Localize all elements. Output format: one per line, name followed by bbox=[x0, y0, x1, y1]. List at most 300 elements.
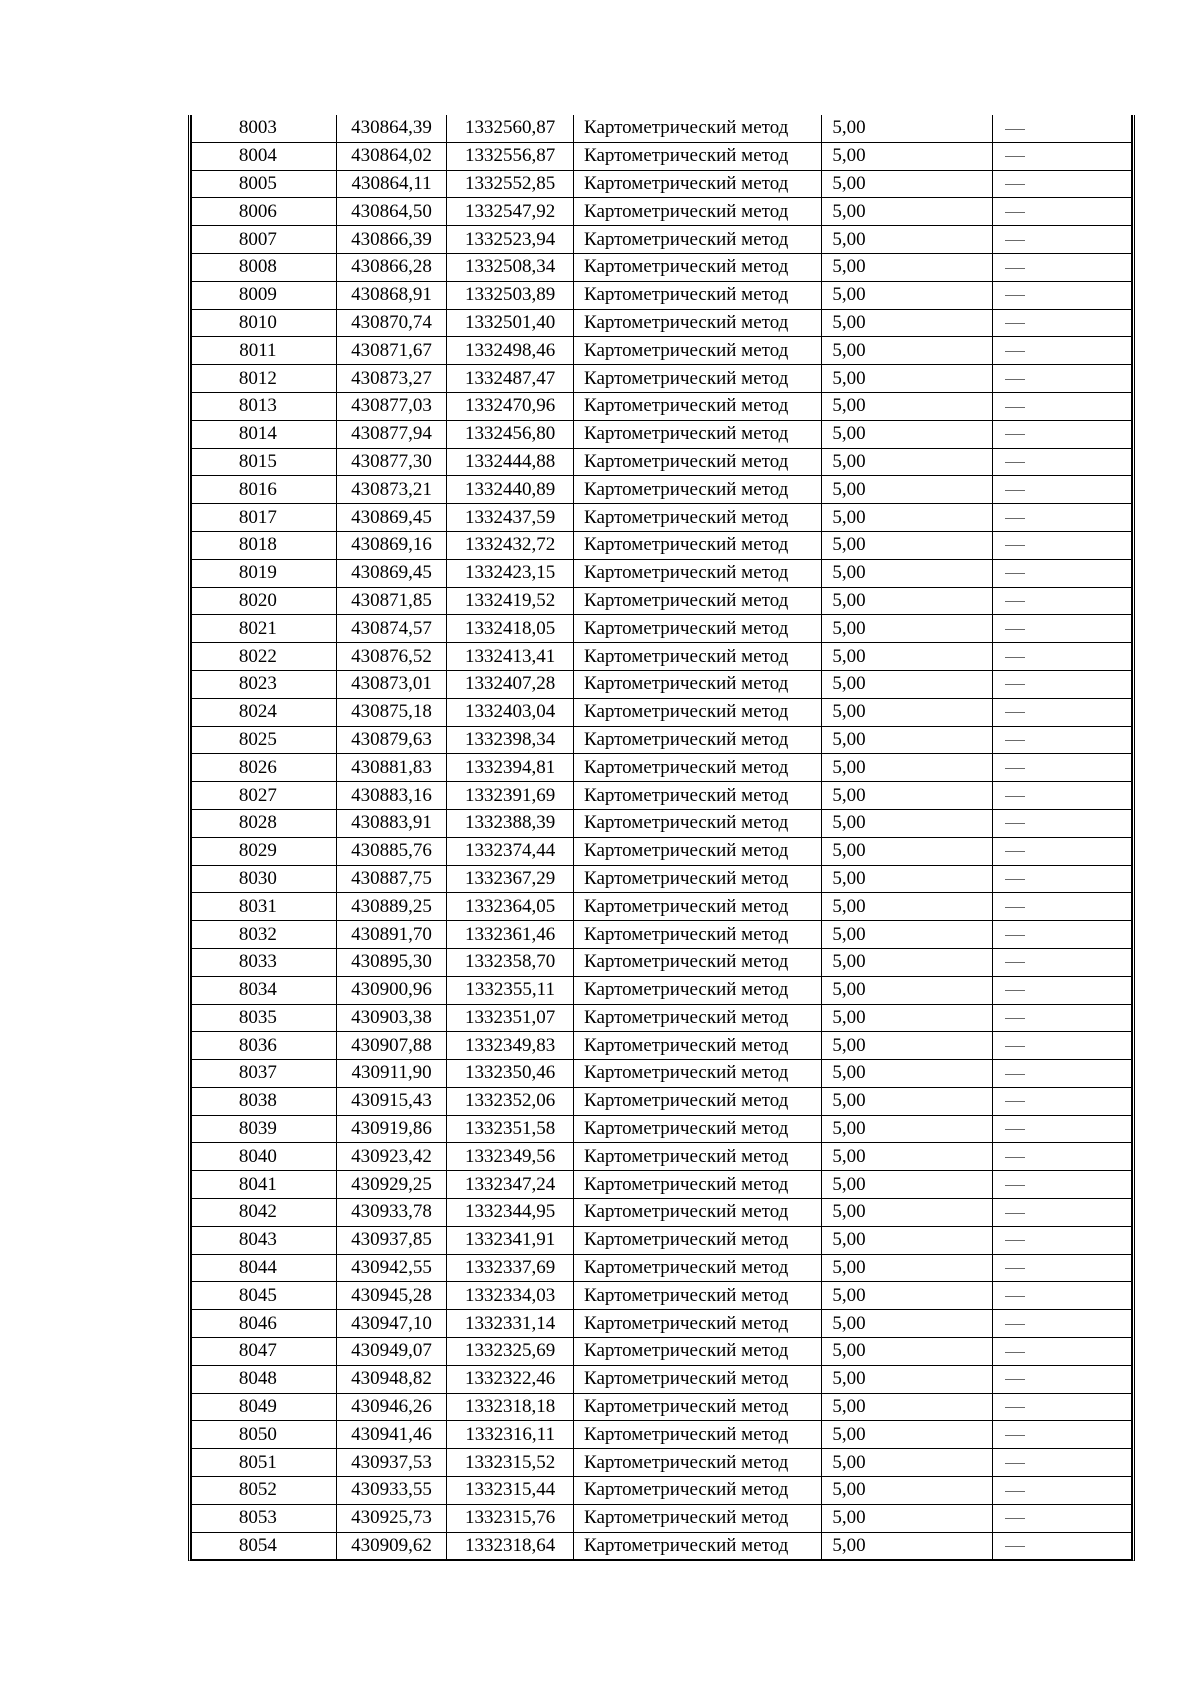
table-row bbox=[192, 392, 1132, 420]
description-cell bbox=[993, 643, 1132, 671]
method-cell: Картометрический метод bbox=[574, 559, 822, 587]
table-row bbox=[192, 170, 1132, 198]
x-coordinate-cell: 430864,02 bbox=[336, 142, 447, 170]
table-row bbox=[192, 281, 1132, 309]
table-row bbox=[192, 1477, 1132, 1505]
description-cell bbox=[993, 1087, 1132, 1115]
x-coordinate-cell: 430947,10 bbox=[336, 1310, 447, 1338]
method-cell: Картометрический метод bbox=[574, 420, 822, 448]
table-row bbox=[192, 420, 1132, 448]
point-number-cell: 8046 bbox=[192, 1310, 337, 1338]
table-row bbox=[192, 142, 1132, 170]
method-cell: Картометрический метод bbox=[574, 476, 822, 504]
method-cell: Картометрический метод bbox=[574, 281, 822, 309]
method-cell: Картометрический метод bbox=[574, 615, 822, 643]
description-cell bbox=[993, 865, 1132, 893]
description-cell bbox=[993, 698, 1132, 726]
description-cell bbox=[993, 1421, 1132, 1449]
method-cell: Картометрический метод bbox=[574, 1532, 822, 1560]
point-number-cell: 8004 bbox=[192, 142, 337, 170]
y-coordinate-cell: 1332418,05 bbox=[447, 615, 574, 643]
y-coordinate-cell: 1332487,47 bbox=[447, 365, 574, 393]
point-number-cell: 8039 bbox=[192, 1115, 337, 1143]
accuracy-cell: 5,00 bbox=[822, 1171, 993, 1199]
dash-mark bbox=[1005, 907, 1025, 908]
y-coordinate-cell: 1332547,92 bbox=[447, 198, 574, 226]
table-row bbox=[192, 448, 1132, 476]
description-cell bbox=[993, 198, 1132, 226]
table-row bbox=[192, 1532, 1132, 1560]
method-cell: Картометрический метод bbox=[574, 198, 822, 226]
method-cell: Картометрический метод bbox=[574, 976, 822, 1004]
point-number-cell: 8033 bbox=[192, 948, 337, 976]
accuracy-cell: 5,00 bbox=[822, 782, 993, 810]
dash-mark bbox=[1005, 1379, 1025, 1380]
method-cell: Картометрический метод bbox=[574, 837, 822, 865]
description-cell bbox=[993, 1171, 1132, 1199]
accuracy-cell: 5,00 bbox=[822, 1087, 993, 1115]
x-coordinate-cell: 430877,94 bbox=[336, 420, 447, 448]
point-number-cell: 8011 bbox=[192, 337, 337, 365]
point-number-cell: 8007 bbox=[192, 226, 337, 254]
dash-mark bbox=[1005, 240, 1025, 241]
dash-mark bbox=[1005, 1352, 1025, 1353]
accuracy-cell: 5,00 bbox=[822, 809, 993, 837]
dash-mark bbox=[1005, 851, 1025, 852]
description-cell bbox=[993, 726, 1132, 754]
method-cell: Картометрический метод bbox=[574, 170, 822, 198]
dash-mark bbox=[1005, 518, 1025, 519]
point-number-cell: 8037 bbox=[192, 1060, 337, 1088]
point-number-cell: 8018 bbox=[192, 531, 337, 559]
accuracy-cell: 5,00 bbox=[822, 420, 993, 448]
coordinates-table bbox=[191, 115, 1132, 1560]
y-coordinate-cell: 1332560,87 bbox=[447, 115, 574, 142]
method-cell: Картометрический метод bbox=[574, 1282, 822, 1310]
method-cell: Картометрический метод bbox=[574, 1060, 822, 1088]
table-row bbox=[192, 1199, 1132, 1227]
y-coordinate-cell: 1332423,15 bbox=[447, 559, 574, 587]
point-number-cell: 8049 bbox=[192, 1393, 337, 1421]
point-number-cell: 8017 bbox=[192, 504, 337, 532]
x-coordinate-cell: 430883,16 bbox=[336, 782, 447, 810]
accuracy-cell: 5,00 bbox=[822, 531, 993, 559]
method-cell: Картометрический метод bbox=[574, 226, 822, 254]
y-coordinate-cell: 1332352,06 bbox=[447, 1087, 574, 1115]
table-row bbox=[192, 587, 1132, 615]
y-coordinate-cell: 1332344,95 bbox=[447, 1199, 574, 1227]
x-coordinate-cell: 430875,18 bbox=[336, 698, 447, 726]
x-coordinate-cell: 430870,74 bbox=[336, 309, 447, 337]
table-row bbox=[192, 1060, 1132, 1088]
dash-mark bbox=[1005, 935, 1025, 936]
method-cell: Картометрический метод bbox=[574, 531, 822, 559]
method-cell: Картометрический метод bbox=[574, 1254, 822, 1282]
y-coordinate-cell: 1332432,72 bbox=[447, 531, 574, 559]
accuracy-cell: 5,00 bbox=[822, 1338, 993, 1366]
dash-mark bbox=[1005, 1157, 1025, 1158]
method-cell: Картометрический метод bbox=[574, 253, 822, 281]
x-coordinate-cell: 430929,25 bbox=[336, 1171, 447, 1199]
accuracy-cell: 5,00 bbox=[822, 1477, 993, 1505]
accuracy-cell: 5,00 bbox=[822, 365, 993, 393]
method-cell: Картометрический метод bbox=[574, 948, 822, 976]
table-row bbox=[192, 559, 1132, 587]
method-cell: Картометрический метод bbox=[574, 1365, 822, 1393]
table-row bbox=[192, 1338, 1132, 1366]
description-cell bbox=[993, 921, 1132, 949]
accuracy-cell: 5,00 bbox=[822, 170, 993, 198]
point-number-cell: 8013 bbox=[192, 392, 337, 420]
dash-mark bbox=[1005, 1518, 1025, 1519]
point-number-cell: 8052 bbox=[192, 1477, 337, 1505]
y-coordinate-cell: 1332501,40 bbox=[447, 309, 574, 337]
method-cell: Картометрический метод bbox=[574, 1393, 822, 1421]
method-cell: Картометрический метод bbox=[574, 1338, 822, 1366]
point-number-cell: 8047 bbox=[192, 1338, 337, 1366]
method-cell: Картометрический метод bbox=[574, 1143, 822, 1171]
table-row bbox=[192, 476, 1132, 504]
method-cell: Картометрический метод bbox=[574, 1004, 822, 1032]
x-coordinate-cell: 430889,25 bbox=[336, 893, 447, 921]
point-number-cell: 8027 bbox=[192, 782, 337, 810]
accuracy-cell: 5,00 bbox=[822, 504, 993, 532]
table-row bbox=[192, 309, 1132, 337]
description-cell bbox=[993, 1504, 1132, 1532]
x-coordinate-cell: 430887,75 bbox=[336, 865, 447, 893]
x-coordinate-cell: 430871,85 bbox=[336, 587, 447, 615]
x-coordinate-cell: 430871,67 bbox=[336, 337, 447, 365]
y-coordinate-cell: 1332337,69 bbox=[447, 1254, 574, 1282]
table-row bbox=[192, 698, 1132, 726]
description-cell bbox=[993, 1532, 1132, 1560]
x-coordinate-cell: 430945,28 bbox=[336, 1282, 447, 1310]
dash-mark bbox=[1005, 601, 1025, 602]
accuracy-cell: 5,00 bbox=[822, 615, 993, 643]
accuracy-cell: 5,00 bbox=[822, 1060, 993, 1088]
method-cell: Картометрический метод bbox=[574, 115, 822, 142]
y-coordinate-cell: 1332556,87 bbox=[447, 142, 574, 170]
dash-mark bbox=[1005, 434, 1025, 435]
x-coordinate-cell: 430903,38 bbox=[336, 1004, 447, 1032]
accuracy-cell: 5,00 bbox=[822, 1004, 993, 1032]
point-number-cell: 8005 bbox=[192, 170, 337, 198]
table-row bbox=[192, 921, 1132, 949]
method-cell: Картометрический метод bbox=[574, 1115, 822, 1143]
table-row bbox=[192, 198, 1132, 226]
method-cell: Картометрический метод bbox=[574, 782, 822, 810]
y-coordinate-cell: 1332419,52 bbox=[447, 587, 574, 615]
dash-mark bbox=[1005, 1213, 1025, 1214]
accuracy-cell: 5,00 bbox=[822, 198, 993, 226]
table-row bbox=[192, 1226, 1132, 1254]
point-number-cell: 8038 bbox=[192, 1087, 337, 1115]
method-cell: Картометрический метод bbox=[574, 1477, 822, 1505]
dash-mark bbox=[1005, 379, 1025, 380]
x-coordinate-cell: 430933,78 bbox=[336, 1199, 447, 1227]
point-number-cell: 8034 bbox=[192, 976, 337, 1004]
description-cell bbox=[993, 1449, 1132, 1477]
description-cell bbox=[993, 893, 1132, 921]
accuracy-cell: 5,00 bbox=[822, 1226, 993, 1254]
table-row bbox=[192, 1421, 1132, 1449]
description-cell bbox=[993, 1199, 1132, 1227]
accuracy-cell: 5,00 bbox=[822, 337, 993, 365]
description-cell bbox=[993, 476, 1132, 504]
accuracy-cell: 5,00 bbox=[822, 115, 993, 142]
x-coordinate-cell: 430864,50 bbox=[336, 198, 447, 226]
y-coordinate-cell: 1332322,46 bbox=[447, 1365, 574, 1393]
dash-mark bbox=[1005, 1296, 1025, 1297]
table-row bbox=[192, 643, 1132, 671]
accuracy-cell: 5,00 bbox=[822, 1532, 993, 1560]
description-cell bbox=[993, 1254, 1132, 1282]
description-cell bbox=[993, 1393, 1132, 1421]
dash-mark bbox=[1005, 1185, 1025, 1186]
point-number-cell: 8014 bbox=[192, 420, 337, 448]
x-coordinate-cell: 430883,91 bbox=[336, 809, 447, 837]
method-cell: Картометрический метод bbox=[574, 754, 822, 782]
point-number-cell: 8016 bbox=[192, 476, 337, 504]
accuracy-cell: 5,00 bbox=[822, 921, 993, 949]
table-row bbox=[192, 809, 1132, 837]
dash-mark bbox=[1005, 629, 1025, 630]
x-coordinate-cell: 430891,70 bbox=[336, 921, 447, 949]
point-number-cell: 8012 bbox=[192, 365, 337, 393]
x-coordinate-cell: 430877,30 bbox=[336, 448, 447, 476]
dash-mark bbox=[1005, 1407, 1025, 1408]
x-coordinate-cell: 430869,16 bbox=[336, 531, 447, 559]
method-cell: Картометрический метод bbox=[574, 643, 822, 671]
y-coordinate-cell: 1332456,80 bbox=[447, 420, 574, 448]
dash-mark bbox=[1005, 351, 1025, 352]
y-coordinate-cell: 1332498,46 bbox=[447, 337, 574, 365]
description-cell bbox=[993, 837, 1132, 865]
accuracy-cell: 5,00 bbox=[822, 1254, 993, 1282]
accuracy-cell: 5,00 bbox=[822, 643, 993, 671]
dash-mark bbox=[1005, 1240, 1025, 1241]
y-coordinate-cell: 1332398,34 bbox=[447, 726, 574, 754]
point-number-cell: 8040 bbox=[192, 1143, 337, 1171]
y-coordinate-cell: 1332437,59 bbox=[447, 504, 574, 532]
y-coordinate-cell: 1332361,46 bbox=[447, 921, 574, 949]
table-body bbox=[192, 115, 1132, 1560]
y-coordinate-cell: 1332403,04 bbox=[447, 698, 574, 726]
point-number-cell: 8041 bbox=[192, 1171, 337, 1199]
dash-mark bbox=[1005, 407, 1025, 408]
description-cell bbox=[993, 976, 1132, 1004]
x-coordinate-cell: 430937,85 bbox=[336, 1226, 447, 1254]
dash-mark bbox=[1005, 796, 1025, 797]
y-coordinate-cell: 1332351,07 bbox=[447, 1004, 574, 1032]
point-number-cell: 8054 bbox=[192, 1532, 337, 1560]
accuracy-cell: 5,00 bbox=[822, 1421, 993, 1449]
dash-mark bbox=[1005, 1101, 1025, 1102]
y-coordinate-cell: 1332351,58 bbox=[447, 1115, 574, 1143]
method-cell: Картометрический метод bbox=[574, 1032, 822, 1060]
x-coordinate-cell: 430942,55 bbox=[336, 1254, 447, 1282]
description-cell bbox=[993, 392, 1132, 420]
x-coordinate-cell: 430866,39 bbox=[336, 226, 447, 254]
y-coordinate-cell: 1332367,29 bbox=[447, 865, 574, 893]
y-coordinate-cell: 1332355,11 bbox=[447, 976, 574, 1004]
table-row bbox=[192, 754, 1132, 782]
y-coordinate-cell: 1332349,83 bbox=[447, 1032, 574, 1060]
accuracy-cell: 5,00 bbox=[822, 1449, 993, 1477]
accuracy-cell: 5,00 bbox=[822, 226, 993, 254]
point-number-cell: 8021 bbox=[192, 615, 337, 643]
dash-mark bbox=[1005, 1268, 1025, 1269]
y-coordinate-cell: 1332503,89 bbox=[447, 281, 574, 309]
y-coordinate-cell: 1332315,76 bbox=[447, 1504, 574, 1532]
y-coordinate-cell: 1332394,81 bbox=[447, 754, 574, 782]
point-number-cell: 8006 bbox=[192, 198, 337, 226]
description-cell bbox=[993, 1115, 1132, 1143]
table-row bbox=[192, 1143, 1132, 1171]
y-coordinate-cell: 1332325,69 bbox=[447, 1338, 574, 1366]
dash-mark bbox=[1005, 156, 1025, 157]
x-coordinate-cell: 430869,45 bbox=[336, 504, 447, 532]
x-coordinate-cell: 430879,63 bbox=[336, 726, 447, 754]
method-cell: Картометрический метод bbox=[574, 504, 822, 532]
description-cell bbox=[993, 420, 1132, 448]
x-coordinate-cell: 430876,52 bbox=[336, 643, 447, 671]
point-number-cell: 8044 bbox=[192, 1254, 337, 1282]
description-cell bbox=[993, 281, 1132, 309]
description-cell bbox=[993, 226, 1132, 254]
x-coordinate-cell: 430946,26 bbox=[336, 1393, 447, 1421]
x-coordinate-cell: 430915,43 bbox=[336, 1087, 447, 1115]
x-coordinate-cell: 430895,30 bbox=[336, 948, 447, 976]
x-coordinate-cell: 430864,11 bbox=[336, 170, 447, 198]
table-row bbox=[192, 337, 1132, 365]
table-row bbox=[192, 365, 1132, 393]
description-cell bbox=[993, 142, 1132, 170]
y-coordinate-cell: 1332552,85 bbox=[447, 170, 574, 198]
description-cell bbox=[993, 754, 1132, 782]
accuracy-cell: 5,00 bbox=[822, 1199, 993, 1227]
method-cell: Картометрический метод bbox=[574, 809, 822, 837]
dash-mark bbox=[1005, 768, 1025, 769]
y-coordinate-cell: 1332374,44 bbox=[447, 837, 574, 865]
description-cell bbox=[993, 782, 1132, 810]
description-cell bbox=[993, 1310, 1132, 1338]
point-number-cell: 8042 bbox=[192, 1199, 337, 1227]
table-row bbox=[192, 1254, 1132, 1282]
point-number-cell: 8050 bbox=[192, 1421, 337, 1449]
dash-mark bbox=[1005, 684, 1025, 685]
x-coordinate-cell: 430948,82 bbox=[336, 1365, 447, 1393]
point-number-cell: 8048 bbox=[192, 1365, 337, 1393]
accuracy-cell: 5,00 bbox=[822, 392, 993, 420]
dash-mark bbox=[1005, 962, 1025, 963]
y-coordinate-cell: 1332347,24 bbox=[447, 1171, 574, 1199]
dash-mark bbox=[1005, 1074, 1025, 1075]
point-number-cell: 8028 bbox=[192, 809, 337, 837]
description-cell bbox=[993, 1477, 1132, 1505]
accuracy-cell: 5,00 bbox=[822, 1504, 993, 1532]
x-coordinate-cell: 430873,27 bbox=[336, 365, 447, 393]
dash-mark bbox=[1005, 990, 1025, 991]
method-cell: Картометрический метод bbox=[574, 921, 822, 949]
point-number-cell: 8003 bbox=[192, 115, 337, 142]
accuracy-cell: 5,00 bbox=[822, 698, 993, 726]
method-cell: Картометрический метод bbox=[574, 587, 822, 615]
point-number-cell: 8020 bbox=[192, 587, 337, 615]
dash-mark bbox=[1005, 490, 1025, 491]
accuracy-cell: 5,00 bbox=[822, 1310, 993, 1338]
dash-mark bbox=[1005, 1046, 1025, 1047]
y-coordinate-cell: 1332341,91 bbox=[447, 1226, 574, 1254]
x-coordinate-cell: 430933,55 bbox=[336, 1477, 447, 1505]
description-cell bbox=[993, 1143, 1132, 1171]
method-cell: Картометрический метод bbox=[574, 1199, 822, 1227]
accuracy-cell: 5,00 bbox=[822, 1365, 993, 1393]
accuracy-cell: 5,00 bbox=[822, 948, 993, 976]
dash-mark bbox=[1005, 184, 1025, 185]
table-row bbox=[192, 1310, 1132, 1338]
description-cell bbox=[993, 365, 1132, 393]
dash-mark bbox=[1005, 545, 1025, 546]
method-cell: Картометрический метод bbox=[574, 1449, 822, 1477]
accuracy-cell: 5,00 bbox=[822, 559, 993, 587]
method-cell: Картометрический метод bbox=[574, 309, 822, 337]
method-cell: Картометрический метод bbox=[574, 893, 822, 921]
y-coordinate-cell: 1332364,05 bbox=[447, 893, 574, 921]
accuracy-cell: 5,00 bbox=[822, 448, 993, 476]
table-row bbox=[192, 1393, 1132, 1421]
y-coordinate-cell: 1332413,41 bbox=[447, 643, 574, 671]
x-coordinate-cell: 430911,90 bbox=[336, 1060, 447, 1088]
accuracy-cell: 5,00 bbox=[822, 670, 993, 698]
accuracy-cell: 5,00 bbox=[822, 1115, 993, 1143]
table-row bbox=[192, 615, 1132, 643]
accuracy-cell: 5,00 bbox=[822, 976, 993, 1004]
point-number-cell: 8025 bbox=[192, 726, 337, 754]
table-row bbox=[192, 1282, 1132, 1310]
y-coordinate-cell: 1332407,28 bbox=[447, 670, 574, 698]
table-row bbox=[192, 670, 1132, 698]
x-coordinate-cell: 430925,73 bbox=[336, 1504, 447, 1532]
table-row bbox=[192, 1171, 1132, 1199]
dash-mark bbox=[1005, 1491, 1025, 1492]
method-cell: Картометрический метод bbox=[574, 1226, 822, 1254]
method-cell: Картометрический метод bbox=[574, 1421, 822, 1449]
method-cell: Картометрический метод bbox=[574, 365, 822, 393]
dash-mark bbox=[1005, 295, 1025, 296]
accuracy-cell: 5,00 bbox=[822, 587, 993, 615]
dash-mark bbox=[1005, 657, 1025, 658]
point-number-cell: 8008 bbox=[192, 253, 337, 281]
point-number-cell: 8030 bbox=[192, 865, 337, 893]
point-number-cell: 8043 bbox=[192, 1226, 337, 1254]
accuracy-cell: 5,00 bbox=[822, 837, 993, 865]
dash-mark bbox=[1005, 268, 1025, 269]
point-number-cell: 8010 bbox=[192, 309, 337, 337]
y-coordinate-cell: 1332440,89 bbox=[447, 476, 574, 504]
x-coordinate-cell: 430874,57 bbox=[336, 615, 447, 643]
table-row bbox=[192, 893, 1132, 921]
dash-mark bbox=[1005, 323, 1025, 324]
point-number-cell: 8051 bbox=[192, 1449, 337, 1477]
x-coordinate-cell: 430907,88 bbox=[336, 1032, 447, 1060]
x-coordinate-cell: 430949,07 bbox=[336, 1338, 447, 1366]
y-coordinate-cell: 1332388,39 bbox=[447, 809, 574, 837]
description-cell bbox=[993, 1338, 1132, 1366]
table-row bbox=[192, 115, 1132, 142]
point-number-cell: 8035 bbox=[192, 1004, 337, 1032]
y-coordinate-cell: 1332315,44 bbox=[447, 1477, 574, 1505]
